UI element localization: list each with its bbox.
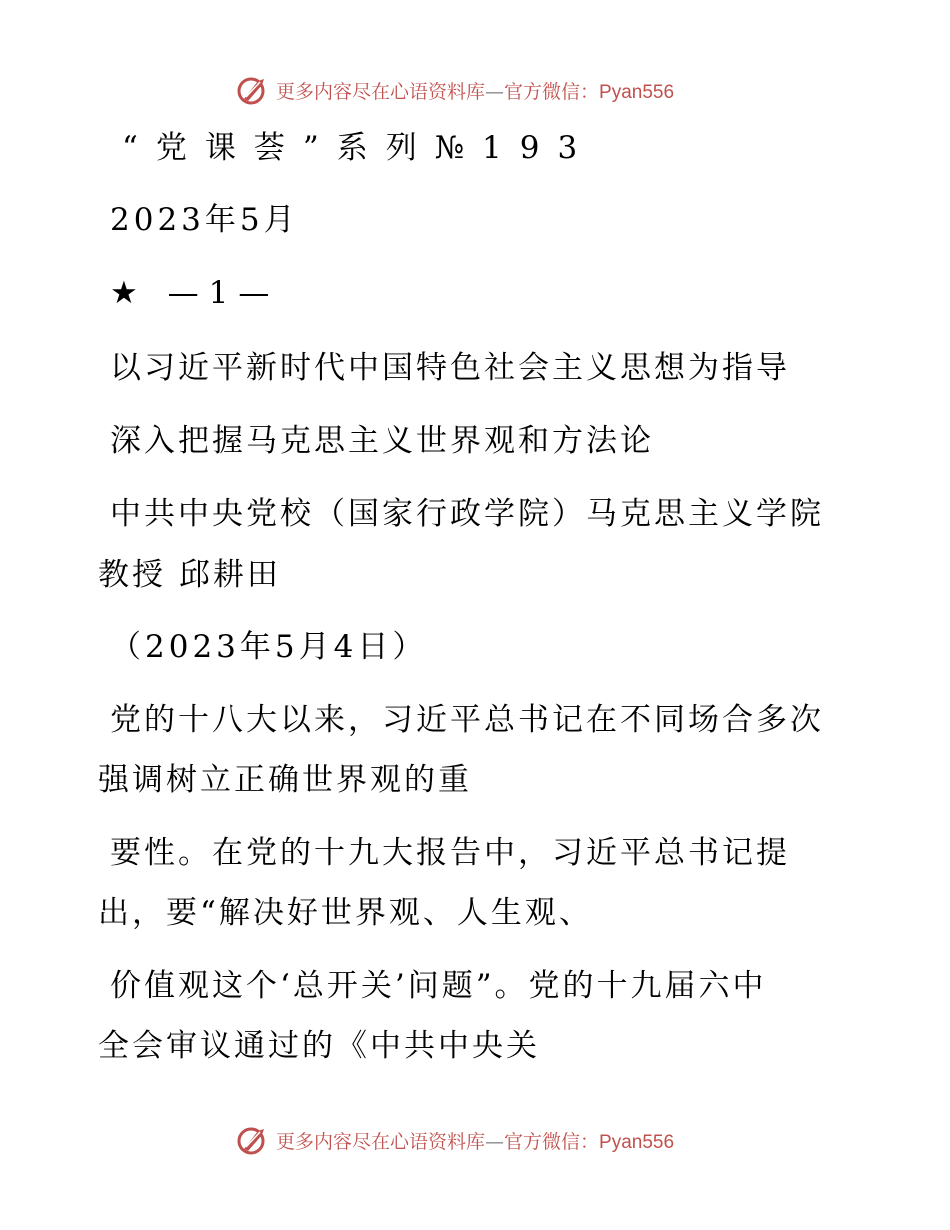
watermark-official-label: 官方微信：: [504, 1130, 600, 1153]
body-line: 出，要“解决好世界观、人生观、: [98, 895, 593, 931]
watermark-text: [276, 1127, 674, 1154]
body-line: 全会审议通过的《中共中央关: [98, 1028, 540, 1064]
watermark-site-name: 更多内容尽在心语资料库: [276, 80, 486, 103]
author-name: 教授 邱耕田: [98, 557, 281, 593]
body-line: 价值观这个‘总开关’问题”。党的十九届六中: [110, 968, 767, 1004]
watermark-official-label: 官方微信：: [504, 80, 600, 103]
author-affiliation: 中共中央党校（国家行政学院）马克思主义学院: [110, 496, 824, 532]
watermark-dash: —: [485, 80, 505, 103]
body-line: 强调树立正确世界观的重: [98, 762, 472, 798]
article-title-line-1: 以习近平新时代中国特色社会主义思想为指导: [110, 350, 790, 386]
watermark-dash: —: [485, 1130, 505, 1153]
publication-date: （2023年5月4日）: [110, 629, 428, 665]
series-title: “党课荟”系列№193: [122, 130, 596, 166]
watermark-site-name: 更多内容尽在心语资料库: [276, 1130, 486, 1153]
watermark-account: Pyan556: [599, 81, 675, 103]
footer-watermark-banner: [236, 1122, 674, 1158]
header-watermark-banner: [236, 72, 674, 108]
watermark-text: [276, 77, 674, 104]
pen-circle-logo-icon: [236, 73, 270, 107]
page-marker: ★ —1—: [110, 275, 280, 311]
watermark-account: Pyan556: [599, 1131, 675, 1153]
issue-date: 2023年5月: [110, 202, 299, 238]
article-title-line-2: 深入把握马克思主义世界观和方法论: [110, 423, 654, 459]
body-line: 党的十八大以来，习近平总书记在不同场合多次: [110, 702, 824, 738]
body-line: 要性。在党的十九大报告中，习近平总书记提: [110, 835, 790, 871]
pen-circle-logo-icon: [236, 1123, 270, 1157]
